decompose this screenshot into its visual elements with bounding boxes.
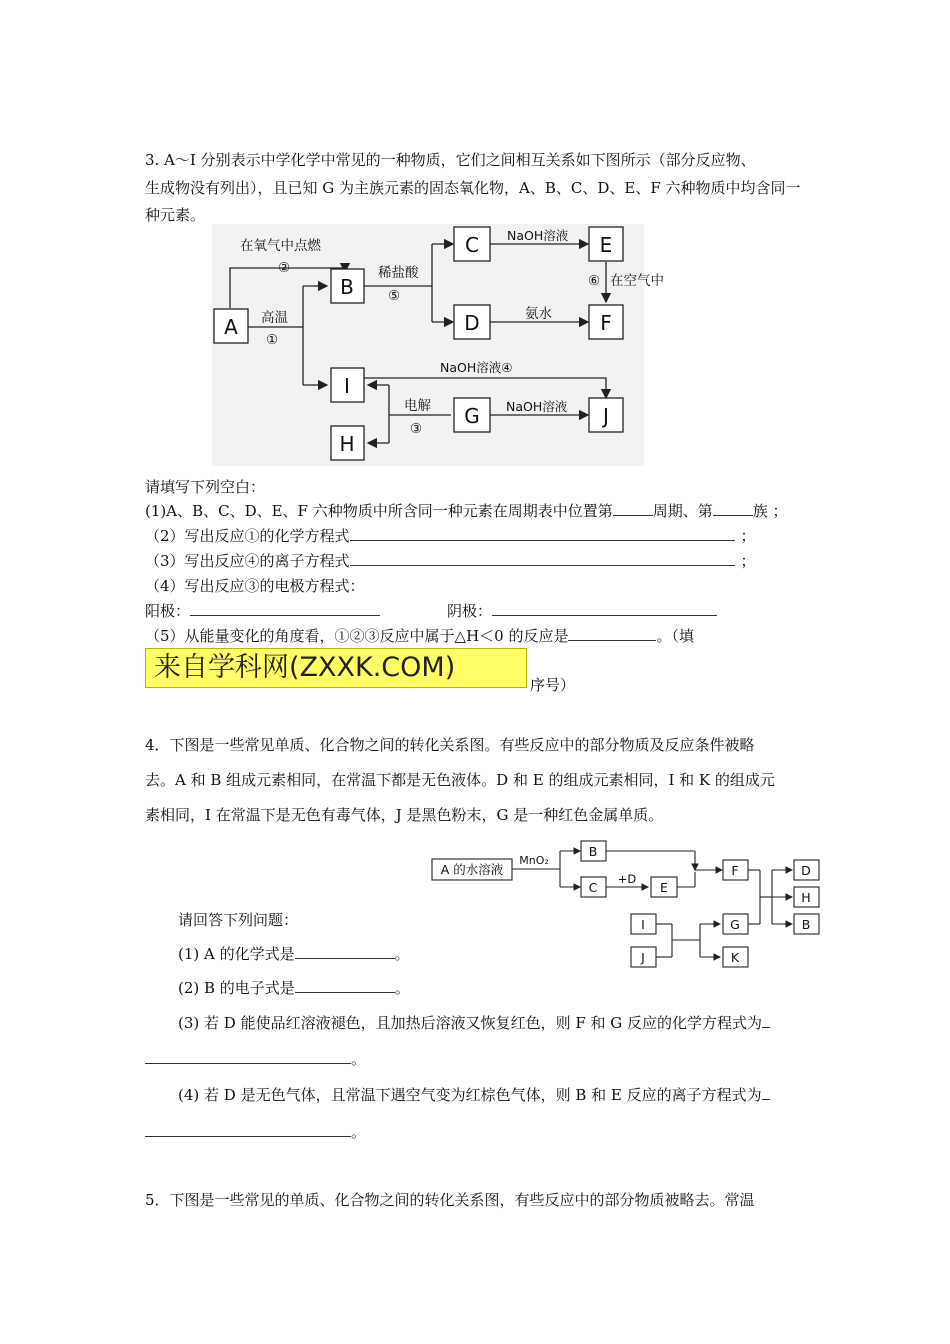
q4-intro-line-1: 4．下图是一些常见单质、化合物之间的转化关系图。有些反应中的部分物质及反应条件被略 (145, 736, 755, 754)
answer-blank-q4[interactable] (145, 1122, 351, 1137)
label-ammonia: 氨水 (525, 306, 552, 322)
q3-reaction-diagram (210, 222, 664, 470)
label-electrolysis: 电解 (404, 398, 431, 414)
answer-blank-eq1[interactable] (350, 526, 735, 541)
box-h-label: H (801, 890, 811, 905)
label-catalyst: MnO₂ (519, 854, 549, 867)
box-d-label: D (801, 863, 811, 878)
label-high-temp-num: ① (266, 332, 279, 348)
box-d-label: D (464, 311, 480, 335)
box-e-label: E (599, 233, 613, 257)
q3-sub5-end: 序号） (530, 676, 576, 694)
q3-sub5-text: （5）从能量变化的角度看，①②③反应中属于△H＜0 的反应是 (145, 627, 569, 645)
label-burn: 在氧气中点燃 (240, 238, 321, 254)
box-j-label: J (603, 404, 609, 428)
q4-sub1-text: (1) A 的化学式是 (178, 945, 295, 963)
q3-sub3 (145, 551, 756, 571)
box-b-product-label: B (801, 917, 811, 932)
label-electrolysis-num: ③ (410, 421, 423, 437)
q3-intro-line-2: 生成物没有列出），且已知 G 为主族元素的固态氧化物，A、B、C、D、E、F 六种物质中均含同一 (145, 179, 801, 197)
q4-sub2-text: (2) B 的电子式是 (178, 979, 295, 997)
label-hcl: 稀盐酸 (378, 265, 419, 281)
q4-sub4-text: (4) 若 D 是无色气体，且常温下遇空气变为红棕色气体，则 B 和 E 反应的离子方程式为 (178, 1086, 762, 1104)
answer-blank-electron[interactable] (295, 978, 395, 993)
label-air: 在空气中 (610, 273, 664, 289)
q3-anode-row (145, 601, 380, 621)
anode-label: 阳极： (145, 602, 191, 620)
q3-intro-line-1: 3. A～I 分别表示中学化学中常见的一种物质，它们之间相互关系如下图所示（部分反应物、 (145, 151, 756, 169)
q3-sub3-text: （3）写出反应④的离子方程式 (145, 552, 350, 570)
answer-blank-q3[interactable] (145, 1049, 351, 1064)
q4-sub2 (178, 978, 410, 998)
q4-sub4-cont (145, 1122, 366, 1142)
q4-prompt: 请回答下列问题： (178, 911, 299, 929)
label-burn-num: ② (278, 260, 291, 276)
answer-blank-cathode[interactable] (492, 601, 717, 616)
box-c-label: C (465, 233, 479, 257)
watermark-banner: 来自学科网(ZXXK.COM) (145, 648, 527, 688)
q4-reaction-diagram (425, 835, 825, 970)
answer-blank-dh[interactable] (568, 626, 656, 641)
q4-sub2-period: 。 (394, 979, 410, 997)
box-j-label: J (641, 950, 645, 965)
q3-sub1-c: 族 ； (752, 502, 788, 520)
answer-blank-formula[interactable] (295, 944, 395, 959)
q3-sub2 (145, 526, 756, 546)
box-b-label: B (340, 275, 354, 299)
q3-sub5 (145, 626, 694, 646)
box-b-label: B (588, 844, 598, 859)
q3-sub1-b: 周期、第 (652, 502, 713, 520)
label-plus-d: +D (617, 872, 637, 886)
label-hcl-num: ⑤ (388, 288, 401, 304)
answer-blank-anode[interactable] (190, 601, 380, 616)
q3-sub4: （4）写出反应③的电极方程式： (145, 577, 365, 595)
answer-blank-q4-start[interactable] (762, 1085, 770, 1100)
q3-sub5-tail: 。（填 (656, 627, 694, 645)
answer-blank-period[interactable] (613, 501, 653, 516)
answer-blank-group[interactable] (713, 501, 753, 516)
box-g-label: G (464, 404, 480, 428)
q4-sub3-period: 。 (351, 1050, 367, 1068)
box-i-label: I (344, 374, 350, 398)
answer-blank-q3-start[interactable] (762, 1013, 770, 1028)
q3-cathode-row (447, 601, 717, 621)
box-f-label: F (600, 311, 612, 335)
q3-sub3-semicolon: ； (740, 552, 756, 570)
cathode-label: 阴极： (447, 602, 493, 620)
label-naoh-gj: NaOH溶液 (506, 399, 568, 414)
box-i-label: I (641, 917, 645, 932)
box-k-label: K (730, 950, 740, 965)
label-naoh-4: NaOH溶液④ (440, 360, 513, 375)
q3-sub2-text: （2）写出反应①的化学方程式 (145, 527, 350, 545)
q3-intro-line-3: 种元素。 (145, 206, 206, 224)
box-a-label: A (224, 315, 238, 339)
box-g-label: G (730, 917, 740, 932)
box-h-label: H (339, 432, 355, 456)
label-high-temp: 高温 (261, 310, 288, 326)
q4-intro-line-2: 去。A 和 B 组成元素相同，在常温下都是无色液体。D 和 E 的组成元素相同，I 和 K 的组成元 (145, 771, 775, 789)
q5-intro: 5．下图是一些常见的单质、化合物之间的转化关系图，有些反应中的部分物质被略去。常温 (145, 1191, 755, 1209)
q4-sub3-cont (145, 1049, 366, 1069)
q4-sub3 (178, 1013, 770, 1033)
box-e-label: E (660, 880, 668, 895)
q4-sub1 (178, 944, 410, 964)
box-f-label: F (731, 863, 739, 878)
label-air-num: ⑥ (588, 273, 601, 289)
q3-sub1-a: (1)A、B、C、D、E、F 六种物质中所含同一种元素在周期表中位置第 (145, 502, 613, 520)
q4-intro-line-3: 素相同，I 在常温下是无色有毒气体，J 是黑色粉末，G 是一种红色金属单质。 (145, 806, 664, 824)
q4-sub1-period: 。 (394, 945, 410, 963)
box-c-label: C (588, 880, 598, 895)
q3-sub2-semicolon: ； (740, 527, 756, 545)
label-naoh-ce: NaOH溶液 (507, 228, 569, 243)
q4-sub3-text: (3) 若 D 能使品红溶液褪色，且加热后溶液又恢复红色，则 F 和 G 反应的化学方程式为 (178, 1014, 763, 1032)
q4-sub4 (178, 1085, 770, 1105)
q3-sub1 (145, 501, 788, 521)
q4-sub4-period: 。 (351, 1123, 367, 1141)
q3-prompt: 请填写下列空白： (145, 478, 266, 496)
label-a-solution: A 的水溶液 (440, 862, 504, 877)
answer-blank-eq4[interactable] (350, 551, 735, 566)
